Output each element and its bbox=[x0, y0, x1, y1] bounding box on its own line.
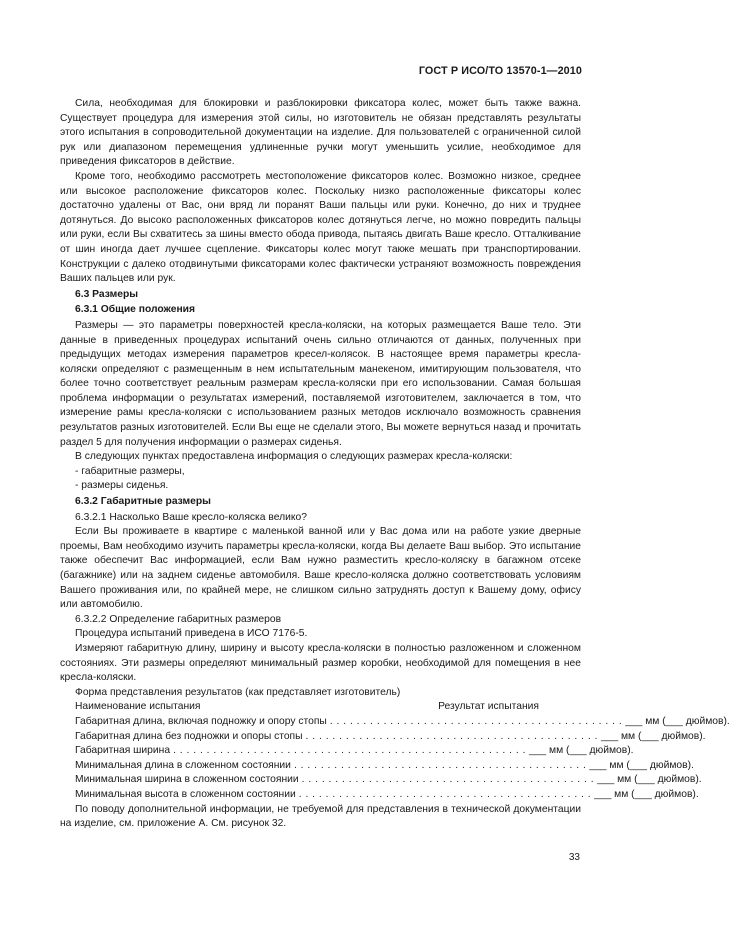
results-row bbox=[75, 744, 634, 759]
page-number: 33 bbox=[568, 852, 580, 863]
column-header-test-name: Наименование испытания bbox=[75, 701, 201, 713]
test-result: ___ мм (___ дюймов). bbox=[597, 774, 702, 786]
results-row bbox=[75, 773, 702, 788]
paragraph: Процедура испытаний приведена в ИСО 7176-5. bbox=[75, 628, 308, 640]
leader-dots: . . . . . . . . . . . . . . . . . . . . . . . . . . . . . . . . . . . . . . . . . . . . bbox=[293, 759, 587, 771]
test-result: ___ мм (___ дюймов). bbox=[600, 730, 706, 742]
results-row bbox=[75, 715, 730, 730]
subsection-heading-6-3-2-2: 6.3.2.2 Определение габаритных размеров bbox=[75, 613, 282, 625]
paragraph: Размеры — это параметры поверхностей кресла-коляски, на которых размещается Ваше тело. Эти данные в приведенных процедурах испытаний очень сильно отличаются от данных, полученных при предыдущих методах измерения параметров кресел-колясок. В настоящее время параметры кресла-коляски определяют с размещенным в нем испытательным манекеном, имитирующим пользователя, что более точно соответствует реальным размерам кресла-коляски при его использовании. Самая большая проблема информации о результатах измерений, поставляемой изготовителем, заключается в том, что измерение рамы кресла-коляски с использованием разных методов исключало возможность сравнения результатов разных изготовителей. Если Вы еще не сделали этого, Вы можете вернуться назад и прочитать раздел 5 для получения информации о размерах сиденья. bbox=[60, 319, 581, 448]
paragraph: В следующих пунктах предоставлена информация о следующих размерах кресла-коляски: bbox=[75, 451, 513, 463]
column-header-test-result: Результат испытания bbox=[438, 701, 539, 713]
leader-dots: . . . . . . . . . . . . . . . . . . . . . . . . . . . . . . . . . . . . . . . . . . . . bbox=[305, 730, 598, 742]
section-heading-6-3: 6.3 Размеры bbox=[75, 288, 139, 300]
test-result: ___ мм (___ дюймов). bbox=[589, 759, 694, 771]
test-result: ___ мм (___ дюймов). bbox=[625, 715, 730, 727]
test-name: Минимальная ширина в сложенном состоянии bbox=[75, 774, 299, 786]
list-item: - габаритные размеры, bbox=[75, 465, 185, 477]
results-row bbox=[75, 759, 694, 774]
results-row bbox=[75, 788, 699, 803]
paragraph: Кроме того, необходимо рассмотреть местоположение фиксаторов колес. Возможно низкое, среднее или высокое расположение фиксаторов колес. Поскольку низко расположенные фиксаторы колес достаточно удалены от Вас, они вряд ли поранят Ваши пальцы или руки. Конечно, до них и труднее дотянуться. До высоко расположенных фиксаторов колес дотянуться легче, но можно повредить пальцы или руки, если Вы схватитесь за шины вместо обода привода, пытаясь двигать Ваше кресло. Отталкивание от шин иногда дает лучшее сцепление. Фиксаторы колес могут также мешать при транспортировании. Конструкции с далеко отодвинутыми фиксаторами колес фактически устраняют возможность повреждения Ваших пальцев или рук. bbox=[60, 170, 581, 285]
test-result: ___ мм (___ дюймов). bbox=[594, 788, 699, 800]
results-row bbox=[75, 730, 706, 745]
paragraph: Сила, необходимая для блокировки и разблокировки фиксатора колес, может быть также важна. Существует процедура для измерения этой силы, но изготовитель не обязан представлять результаты этого испытания в сопроводительной документации на изделие. Для пользователей с ограниченной силой рук или диапазоном перемещения удлиненные ручки могут уменьшить усилие, необходимое для приведения фиксаторов в действие. bbox=[60, 98, 581, 168]
subsection-heading-6-3-2-1: 6.3.2.1 Насколько Ваше кресло-коляска велико? bbox=[75, 511, 307, 523]
list-item: - размеры сиденья. bbox=[75, 480, 169, 492]
test-name: Габаритная длина, включая подножку и опору стопы bbox=[75, 715, 327, 727]
section-heading-6-3-2: 6.3.2 Габаритные размеры bbox=[75, 496, 211, 508]
paragraph: Измеряют габаритную длину, ширину и высоту кресла-коляски в полностью разложенном и сложенном состояниях. Эти размеры определяют минимальный размер коробки, необходимой для помещения в нее кресла-коляски. bbox=[60, 642, 581, 684]
section-heading-6-3-1: 6.3.1 Общие положения bbox=[75, 304, 195, 316]
test-name: Минимальная длина в сложенном состоянии bbox=[75, 759, 291, 771]
test-name: Габаритная ширина bbox=[75, 745, 171, 757]
paragraph: Если Вы проживаете в квартире с маленькой ванной или у Вас дома или на работе узкие дверные проемы, Вам необходимо изучить параметры кресла-коляски, когда Вы делаете Ваш выбор. Это испытание также обеспечит Вас информацией, если Вам нужно разместить кресло-коляску в багажном отсеке (багажнике) или на заднем сиденье автомобиля. Ваше кресло-коляска должно соответствовать условиям Вашего проживания или, по крайней мере, не слишком сильно затруднять доступ к Вашему дому, офису или автомобилю. bbox=[60, 526, 581, 611]
leader-dots: . . . . . . . . . . . . . . . . . . . . . . . . . . . . . . . . . . . . . . . . . . . . bbox=[329, 715, 623, 727]
test-name: Габаритная длина без подножки и опоры стопы bbox=[75, 730, 303, 742]
leader-dots: . . . . . . . . . . . . . . . . . . . . . . . . . . . . . . . . . . . . . . . . . . . . bbox=[301, 774, 595, 786]
test-name: Минимальная высота в сложенном состоянии bbox=[75, 788, 296, 800]
document-id-header: ГОСТ Р ИСО/ТО 13570-1—2010 bbox=[418, 65, 582, 77]
paragraph: Форма представления результатов (как представляет изготовитель) bbox=[75, 686, 401, 698]
paragraph: По поводу дополнительной информации, не требуемой для представления в технической документации на изделие, см. приложение А. См. рисунок 32. bbox=[60, 803, 581, 830]
test-result: ___ мм (___ дюймов). bbox=[528, 745, 634, 757]
page-content bbox=[60, 97, 730, 832]
leader-dots: . . . . . . . . . . . . . . . . . . . . . . . . . . . . . . . . . . . . . . . . . . . . . . . . . . . . . bbox=[173, 745, 526, 757]
results-form bbox=[60, 700, 730, 802]
results-form-header bbox=[75, 700, 581, 715]
leader-dots: . . . . . . . . . . . . . . . . . . . . . . . . . . . . . . . . . . . . . . . . . . . . bbox=[298, 788, 592, 800]
